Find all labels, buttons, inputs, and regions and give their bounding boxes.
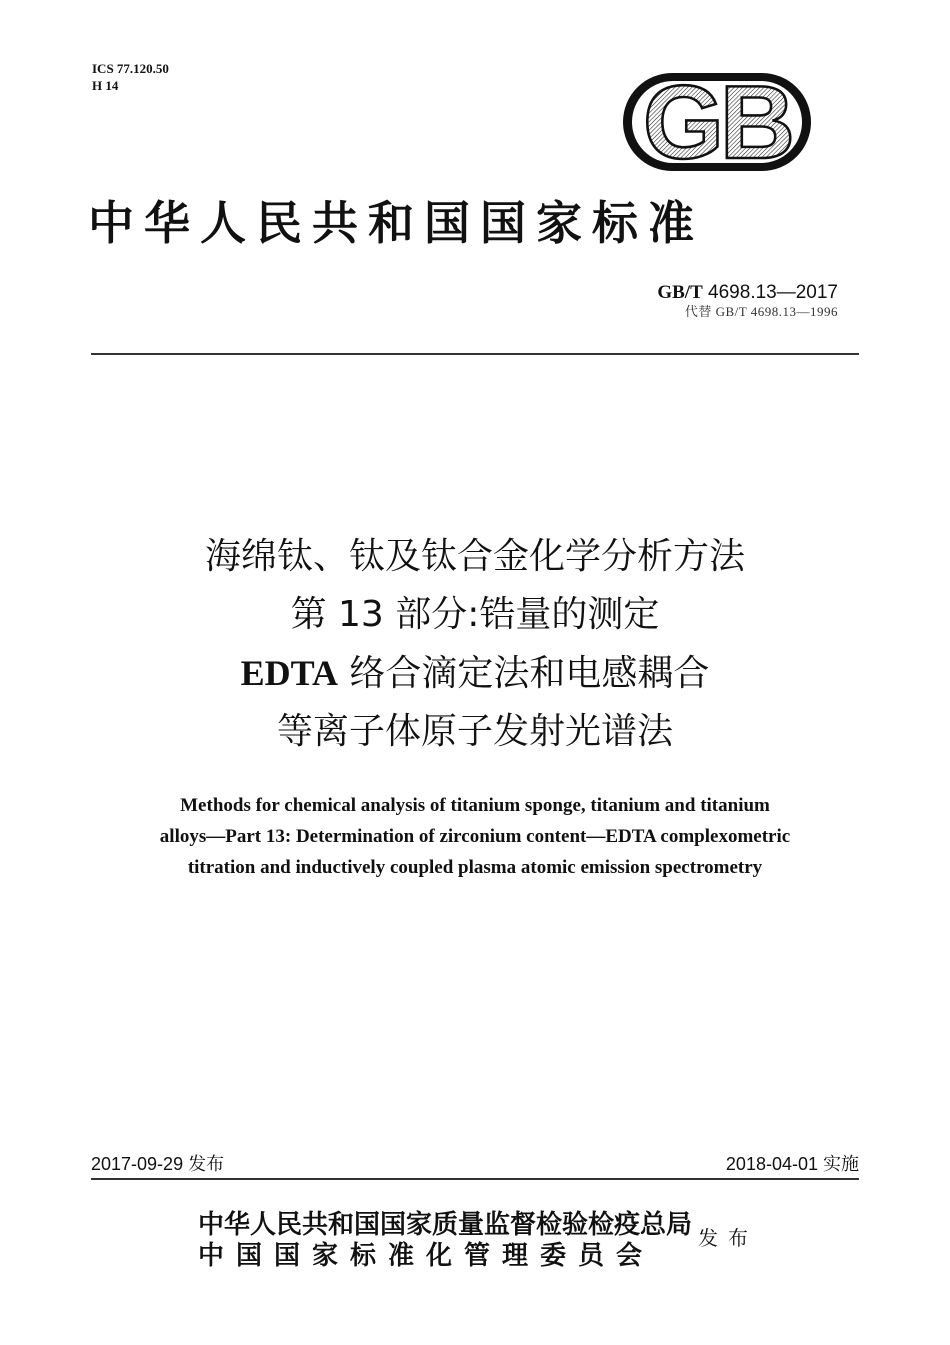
national-standard-title: 中华人民共和国国家标准 [88, 196, 704, 250]
standard-code [657, 282, 838, 304]
chinese-title-line-3-rest: 络合滴定法和电感耦合 [337, 653, 710, 694]
publish-label: 发布 [698, 1226, 758, 1250]
gb-logo [622, 72, 812, 172]
classification-block [92, 60, 169, 94]
chinese-title-line-2: 第 13 部分:锆量的测定 [290, 594, 660, 635]
bottom-divider [91, 1178, 859, 1180]
issuer-sac: 中国国家标准化管理委员会 [198, 1241, 655, 1271]
gb-logo-graphic [622, 72, 812, 172]
issue-date: 2017-09-29 发布 [91, 1154, 225, 1174]
chinese-title-line-4: 等离子体原子发射光谱法 [276, 711, 673, 752]
standard-code-block [657, 282, 838, 320]
top-divider [91, 353, 859, 355]
english-title-line-2: alloys—Part 13: Determination of zirconium content—EDTA complexometric [159, 826, 791, 847]
issuer-aqsiq: 中华人民共和国国家质量监督检验检疫总局 [198, 1210, 693, 1240]
replaces-code: 代替 GB/T 4698.13—1996 [684, 304, 838, 319]
edta-label: EDTA [240, 653, 338, 693]
chinese-title-line-1: 海绵钛、钛及钛合金化学分析方法 [204, 536, 745, 577]
logo-text: GB [643, 72, 791, 172]
english-title-line-1: Methods for chemical analysis of titanium sponge, titanium and titanium [180, 795, 770, 816]
english-title-line-3: titration and inductively coupled plasma atomic emission spectrometry [187, 857, 763, 878]
standard-prefix: GB/T [657, 282, 703, 303]
chinese-title-line-3 [60, 644, 890, 703]
standard-number: 4698.13—2017 [708, 282, 838, 303]
ics-code: ICS 77.120.50 [92, 61, 169, 76]
english-title [60, 790, 890, 883]
issuing-organizations [198, 1210, 692, 1272]
ccs-code: H 14 [92, 78, 119, 93]
chinese-title [60, 528, 890, 761]
implementation-date: 2018-04-01 实施 [725, 1154, 859, 1174]
